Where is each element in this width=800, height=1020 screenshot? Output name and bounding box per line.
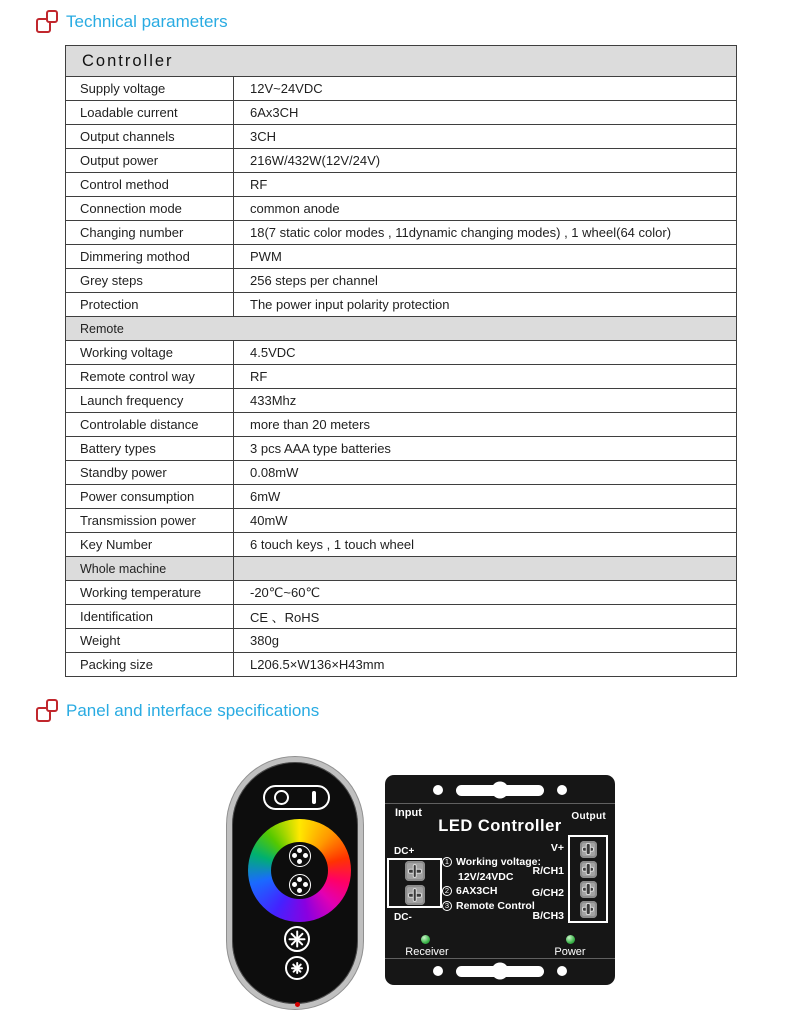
spec-label: Standby power <box>66 461 234 485</box>
output-caption: Output <box>571 811 606 822</box>
note-text: 6AX3CH <box>456 885 498 897</box>
mount-slot-icon <box>456 785 544 796</box>
spec-row <box>66 293 737 317</box>
screw-terminal-icon <box>580 901 597 918</box>
section-title: Panel and interface specifications <box>66 701 320 720</box>
mount-hole-icon <box>433 785 443 795</box>
input-terminal-block <box>387 858 442 908</box>
spec-label: Working voltage <box>66 341 234 365</box>
spec-value: 4.5VDC <box>234 341 737 365</box>
spec-label: Key Number <box>66 533 234 557</box>
note-text: Remote Control <box>456 899 535 912</box>
spec-value: The power input polarity protection <box>234 293 737 317</box>
screw-terminal-icon <box>580 881 597 898</box>
spec-label: Power consumption <box>66 485 234 509</box>
spec-label: Output power <box>66 149 234 173</box>
spec-row <box>66 653 737 677</box>
mounting-holes-bottom <box>385 962 615 980</box>
spec-row <box>66 485 737 509</box>
spec-row <box>66 437 737 461</box>
table-section-row <box>66 317 737 341</box>
spec-label: Dimmering mothod <box>66 245 234 269</box>
spec-row <box>66 245 737 269</box>
panel-specifications-heading <box>36 699 319 723</box>
technical-parameters-heading <box>36 10 228 34</box>
spec-row <box>66 125 737 149</box>
receiver-label: Receiver <box>405 946 449 958</box>
spec-value: CE 、RoHS <box>234 605 737 629</box>
spec-label: Supply voltage <box>66 77 234 101</box>
panel-divider <box>385 803 615 804</box>
output-terminal-block <box>568 835 608 923</box>
input-caption: Input <box>395 807 422 819</box>
terminal-label: R/CH1 <box>532 864 564 877</box>
mount-slot-icon <box>456 966 544 977</box>
power-on-bar-icon <box>312 791 316 804</box>
spec-row <box>66 101 737 125</box>
mode-button-upper <box>289 845 311 867</box>
spec-value: PWM <box>234 245 737 269</box>
spec-label: Remote control way <box>66 365 234 389</box>
spec-label: Transmission power <box>66 509 234 533</box>
spec-row <box>66 509 737 533</box>
spec-value: common anode <box>234 197 737 221</box>
spec-value: 3 pcs AAA type batteries <box>234 437 737 461</box>
circled-number-icon: 2 <box>442 886 452 896</box>
screw-terminal-icon <box>580 841 597 858</box>
spec-label: Loadable current <box>66 101 234 125</box>
spec-value: 3CH <box>234 125 737 149</box>
dc-minus-label: DC- <box>394 912 412 923</box>
panel-divider <box>385 958 615 959</box>
spec-row <box>66 77 737 101</box>
led-controller-unit <box>385 775 615 985</box>
remote-indicator-led <box>295 1002 300 1007</box>
spec-table <box>65 45 737 677</box>
spec-value: 18(7 static color modes , 11dynamic changing modes) , 1 wheel(64 color) <box>234 221 737 245</box>
terminal-label: V+ <box>550 842 564 854</box>
mount-hole-icon <box>557 966 567 976</box>
spec-row <box>66 173 737 197</box>
spec-value: 216W/432W(12V/24V) <box>234 149 737 173</box>
receiver-led <box>421 935 430 944</box>
power-switch <box>263 785 330 810</box>
brightness-up-button <box>284 926 310 952</box>
spec-label: Protection <box>66 293 234 317</box>
terminal-label: G/CH2 <box>531 887 564 899</box>
screw-terminal-icon <box>580 861 597 878</box>
spec-label: Weight <box>66 629 234 653</box>
spec-row <box>66 341 737 365</box>
note-text: Working voltage: <box>456 856 541 868</box>
power-off-circle-icon <box>274 790 289 805</box>
spec-row <box>66 461 737 485</box>
spec-row <box>66 605 737 629</box>
color-wheel <box>248 819 351 922</box>
spec-row <box>66 629 737 653</box>
spec-row <box>66 221 737 245</box>
mounting-holes-top <box>385 781 615 799</box>
spec-label: Output channels <box>66 125 234 149</box>
spec-value: 380g <box>234 629 737 653</box>
spec-row <box>66 149 737 173</box>
spec-value: -20℃~60℃ <box>234 581 737 605</box>
power-label: Power <box>554 946 586 958</box>
spec-value: 433Mhz <box>234 389 737 413</box>
section-label: Whole machine <box>66 557 234 581</box>
power-led <box>566 935 575 944</box>
circled-number-icon: 1 <box>442 857 452 867</box>
spec-value: RF <box>234 173 737 197</box>
table-section-row <box>66 557 737 581</box>
circled-number-icon: 3 <box>442 901 452 911</box>
spec-label: Working temperature <box>66 581 234 605</box>
rf-touch-remote <box>227 757 363 1009</box>
controller-title: LED Controller <box>438 817 562 835</box>
spec-row <box>66 581 737 605</box>
spec-value: 6 touch keys , 1 touch wheel <box>234 533 737 557</box>
spec-label: Launch frequency <box>66 389 234 413</box>
spec-label: Identification <box>66 605 234 629</box>
spec-value: 6Ax3CH <box>234 101 737 125</box>
spec-label: Controlable distance <box>66 413 234 437</box>
spec-value: more than 20 meters <box>234 413 737 437</box>
spec-value: 0.08mW <box>234 461 737 485</box>
section-label: Remote <box>66 317 737 341</box>
table-title-label: Controller <box>66 46 737 77</box>
note-line: 12V/24VDC <box>458 870 514 883</box>
spec-value: 256 steps per channel <box>234 269 737 293</box>
spec-row <box>66 413 737 437</box>
terminal-label: B/CH3 <box>532 909 564 922</box>
spec-value: RF <box>234 365 737 389</box>
mount-hole-icon <box>557 785 567 795</box>
table-title-row <box>66 46 737 77</box>
spec-label: Grey steps <box>66 269 234 293</box>
spec-value: L206.5×W136×H43mm <box>234 653 737 677</box>
spec-label: Battery types <box>66 437 234 461</box>
double-square-icon <box>36 699 59 723</box>
section-title: Technical parameters <box>66 12 228 31</box>
mount-hole-icon <box>433 966 443 976</box>
spec-row <box>66 197 737 221</box>
spec-row <box>66 389 737 413</box>
spec-row <box>66 269 737 293</box>
output-terminal-labels <box>532 837 564 927</box>
spec-row <box>66 533 737 557</box>
dc-plus-label: DC+ <box>394 846 415 857</box>
spec-label: Packing size <box>66 653 234 677</box>
section-empty-cell <box>234 557 737 581</box>
spec-value: 12V~24VDC <box>234 77 737 101</box>
spec-label: Changing number <box>66 221 234 245</box>
screw-terminal-icon <box>405 885 425 905</box>
spec-value: 40mW <box>234 509 737 533</box>
spec-label: Control method <box>66 173 234 197</box>
double-square-icon <box>36 10 59 34</box>
spec-row <box>66 365 737 389</box>
spec-table-body <box>66 46 737 677</box>
screw-terminal-icon <box>405 861 425 881</box>
brightness-down-button <box>285 956 309 980</box>
spec-value: 6mW <box>234 485 737 509</box>
spec-label: Connection mode <box>66 197 234 221</box>
mode-button-lower <box>289 874 311 896</box>
